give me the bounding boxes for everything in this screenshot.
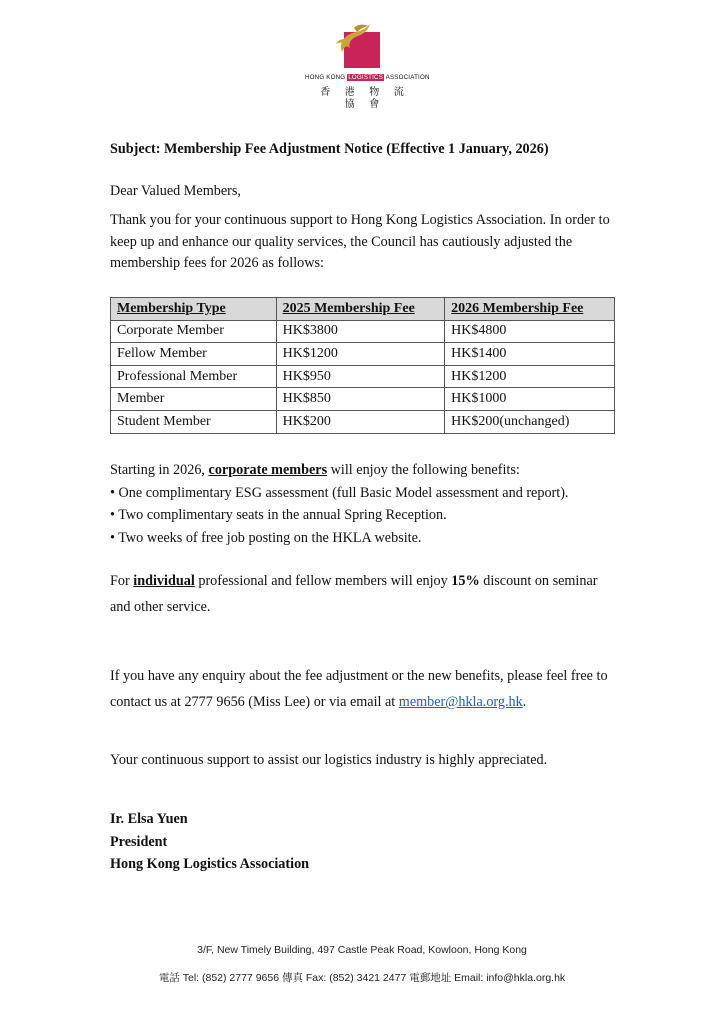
individual-middle: professional and fellow members will enjoy [194,573,452,589]
individual-after: discount on seminar and other service. [110,573,598,615]
corporate-benefits [110,459,620,549]
logo-text-hong-kong: HONG KONG [305,74,346,81]
table-cell: Corporate Member [111,320,277,343]
column-header-type: Membership Type [111,298,277,321]
table-row [111,365,615,388]
signatory-name: Ir. Elsa Yuen [110,811,188,827]
table-header-row [111,298,615,321]
table-cell: HK$4800 [445,320,615,343]
phoenix-icon [332,22,376,62]
benefit-item: • Two complimentary seats in the annual Spring Reception. [110,507,447,523]
benefits-intro-after: will enjoy the following benefits: [327,462,520,478]
table-cell: HK$1000 [445,388,615,411]
table-cell: HK$950 [276,365,445,388]
individual-emphasis: individual [133,573,195,589]
individual-discount-paragraph [110,568,620,620]
table-cell: HK$3800 [276,320,445,343]
table-cell: HK$200(unchanged) [445,410,615,433]
signatory-organization: Hong Kong Logistics Association [110,856,310,872]
column-header-2026: 2026 Membership Fee [445,298,615,321]
table-row [111,343,615,366]
signatory-title: President [110,833,168,850]
table-cell: HK$200 [276,410,445,433]
table-cell: HK$1200 [276,343,445,366]
logo-english-name [305,74,430,82]
benefits-intro [110,459,620,482]
table-cell: HK$1400 [445,343,615,366]
signature-block [110,808,620,876]
enquiry-end: . [522,694,527,710]
table-row [111,410,615,433]
footer-contact: 電話 Tel: (852) 2777 9656 傳真 Fax: (852) 3421 2477 電郵地址 Email: info@hkla.org.hk [158,972,566,984]
logo-emblem [332,22,392,70]
table-row [111,388,615,411]
individual-before: For [110,573,134,589]
table-cell: Member [111,388,277,411]
logo-chinese-name: 香 港 物 流 協 會 [320,87,410,110]
closing-line: Your continuous support to assist our logistics industry is highly appreciated. [110,752,548,768]
enquiry-paragraph [110,663,620,715]
benefit-item: • One complimentary ESG assessment (full Basic Model assessment and report). [110,484,569,501]
table-cell: HK$850 [276,388,445,411]
logo-text-association: ASSOCIATION [385,74,430,81]
member-email-link[interactable]: member@hkla.org.hk [398,694,523,710]
table-cell: Fellow Member [111,343,277,366]
discount-percent: 15% [451,573,480,589]
greeting: Dear Valued Members, [110,183,241,199]
subject-line: Subject: Membership Fee Adjustment Notice (Effective 1 January, 2026) [110,141,549,157]
enquiry-text: If you have any enquiry about the fee adjustment or the new benefits, please feel free to contact us at 2777 9656 (Miss Lee) or via email at [110,668,608,710]
footer-address: 3/F, New Timely Building, 497 Castle Peak Road, Kowloon, Hong Kong [197,944,527,956]
column-header-2025: 2025 Membership Fee [276,298,445,321]
benefit-item: • Two weeks of free job posting on the HKLA website. [110,529,422,546]
benefits-intro-emphasis: corporate members [208,462,328,478]
table-row [111,320,615,343]
benefits-intro-before: Starting in 2026, [110,462,209,478]
table-cell: Student Member [111,410,277,433]
table-cell: HK$1200 [445,365,615,388]
intro-paragraph: Thank you for your continuous support to Hong Kong Logistics Association. In order to keep up and enhance our quality services, the Council has cautiously adjusted the membership fees for 2026 as follows: [110,212,610,271]
logo-text-logistics: LOGISTICS [348,74,384,81]
membership-fee-table [110,297,615,434]
table-cell: Professional Member [111,365,277,388]
association-logo [305,22,430,111]
